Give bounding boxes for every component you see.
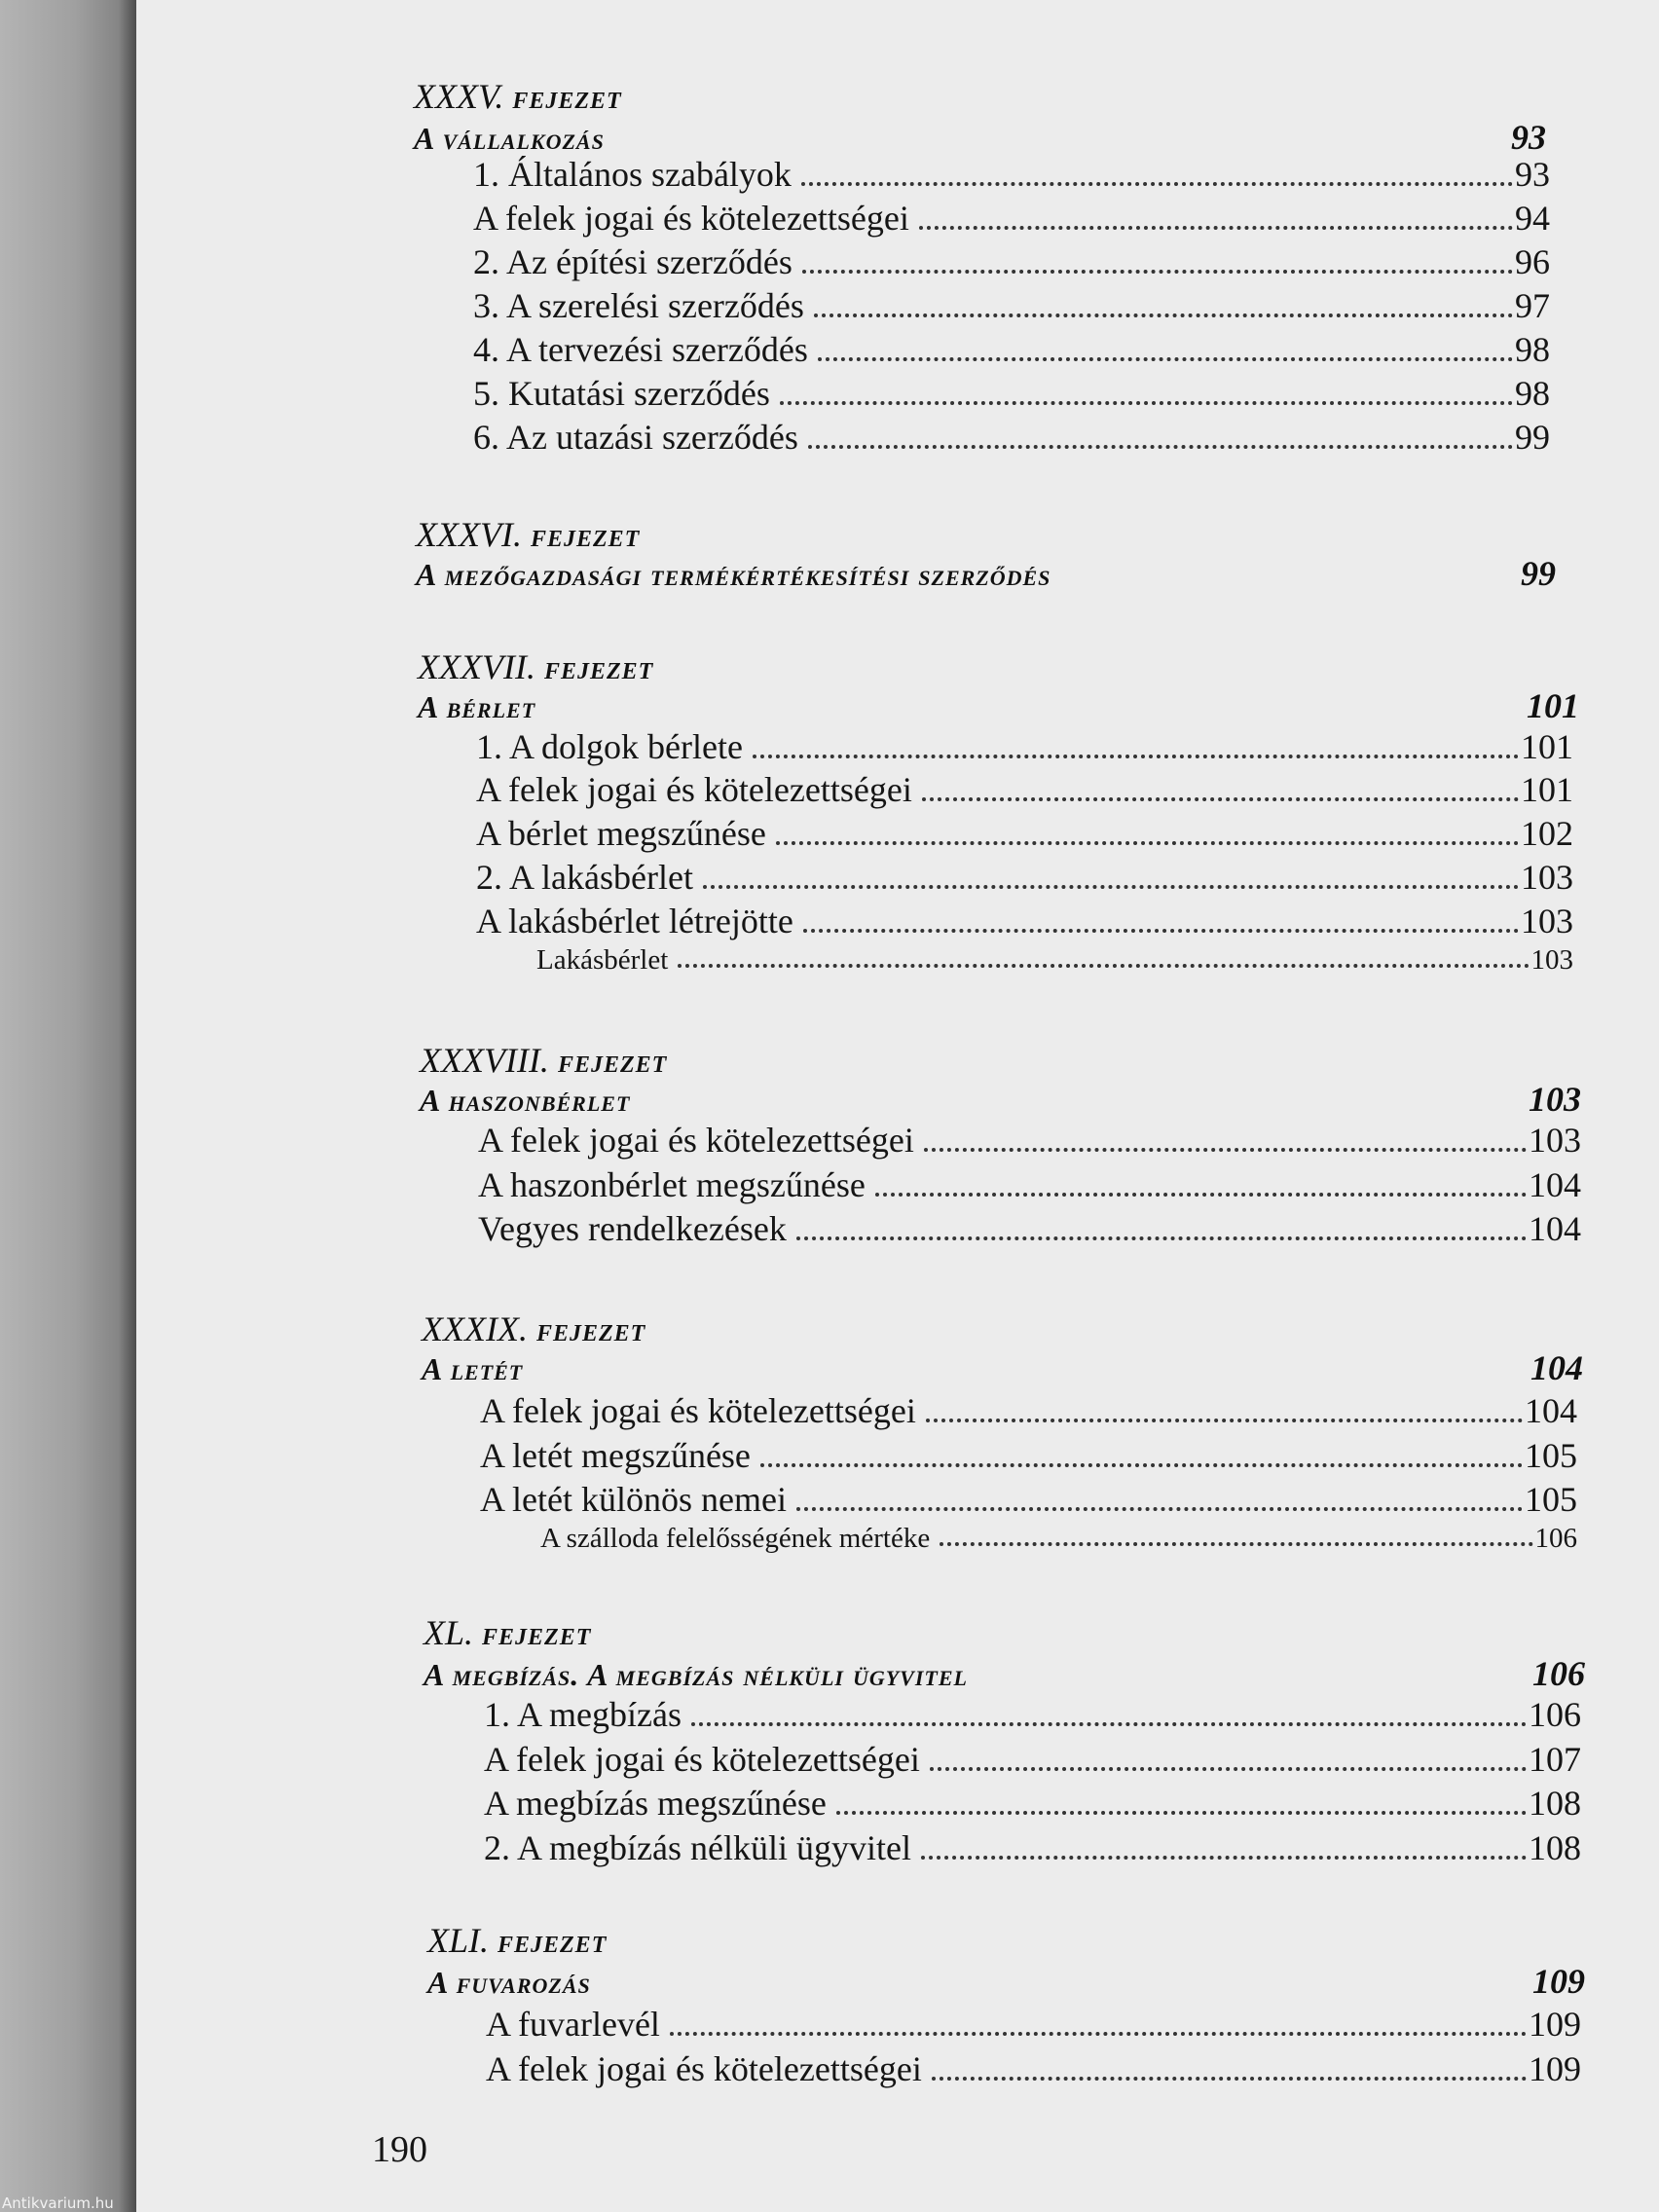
- chapter-title: A haszonbérlet: [420, 1083, 631, 1118]
- chapter-title: A mezőgazdasági termékértékesítési szerződés: [416, 557, 1051, 592]
- chapter-numeral: XXXVIII.: [420, 1041, 549, 1080]
- toc-entry[interactable]: [478, 1208, 1581, 1249]
- chapter-numeral: XXXIX.: [422, 1309, 528, 1348]
- dot-leader: [670, 2032, 1527, 2036]
- toc-entry-label: A bérlet megszűnése: [476, 814, 766, 853]
- dot-leader: [776, 841, 1519, 845]
- dot-leader: [836, 1811, 1527, 1815]
- toc-entry-label: 6. Az utazási szerződés: [473, 418, 798, 457]
- toc-entry[interactable]: [480, 1435, 1577, 1476]
- toc-entry[interactable]: [486, 2004, 1581, 2045]
- chapter-number: [420, 1040, 667, 1081]
- toc-entry-page: 109: [1529, 2005, 1581, 2044]
- toc-entry-label: Vegyes rendelkezések: [478, 1209, 787, 1248]
- toc-entry-label: A letét különös nemei: [480, 1480, 787, 1519]
- dot-leader: [780, 401, 1513, 405]
- toc-entry-label: A felek jogai és kötelezettségei: [476, 770, 912, 809]
- dot-leader: [919, 226, 1513, 230]
- chapter-number: [416, 514, 640, 555]
- toc-entry[interactable]: [480, 1479, 1577, 1520]
- toc-entry-label: A felek jogai és kötelezettségei: [484, 1740, 920, 1779]
- toc-entry-page: 101: [1521, 727, 1573, 766]
- chapter-numeral: XXXV.: [414, 77, 504, 116]
- dot-leader: [940, 1542, 1532, 1546]
- toc-entry-page: 104: [1529, 1165, 1581, 1204]
- toc-entry-page: 96: [1515, 242, 1550, 281]
- toc-entry[interactable]: [484, 1694, 1581, 1735]
- dot-leader: [922, 797, 1519, 801]
- chapter-page-number: 103: [1529, 1080, 1581, 1119]
- toc-entry[interactable]: [473, 198, 1550, 239]
- toc-entry-label: 2. A lakásbérlet: [476, 858, 693, 897]
- chapter-title: A vállalkozás: [414, 121, 605, 156]
- dot-leader: [808, 445, 1513, 449]
- toc-entry-page: 104: [1525, 1391, 1577, 1430]
- toc-entry-page: 104: [1529, 1209, 1581, 1248]
- chapter-title: A fuvarozás: [427, 1965, 591, 2000]
- watermark: Antikvarium.hu: [2, 2194, 114, 2212]
- dot-leader: [924, 1148, 1527, 1152]
- dot-leader: [814, 313, 1513, 317]
- toc-entry-label: 1. Általános szabályok: [473, 155, 792, 194]
- toc-entry-label: 1. A megbízás: [484, 1695, 682, 1734]
- toc-entry-page: 101: [1521, 770, 1573, 809]
- dot-leader: [796, 1236, 1527, 1240]
- chapter-label: fejezet: [535, 1312, 646, 1348]
- chapter-number: [414, 76, 622, 117]
- chapter-number: [422, 1309, 645, 1349]
- toc-entry-page: 98: [1515, 374, 1550, 413]
- toc-entry-label: 3. A szerelési szerződés: [473, 286, 804, 325]
- toc-entry[interactable]: [484, 1783, 1581, 1824]
- toc-entry-label: A felek jogai és kötelezettségei: [473, 199, 909, 238]
- toc-entry[interactable]: [484, 1739, 1581, 1780]
- toc-entry[interactable]: [484, 1827, 1581, 1868]
- toc-entry[interactable]: [473, 285, 1550, 326]
- toc-entry[interactable]: [476, 901, 1573, 941]
- toc-entry-label: A felek jogai és kötelezettségei: [486, 2049, 922, 2088]
- chapter-label: fejezet: [530, 518, 641, 554]
- toc-entry[interactable]: [486, 2048, 1581, 2089]
- toc-entry[interactable]: [473, 241, 1550, 282]
- toc-entry[interactable]: [476, 857, 1573, 898]
- toc-entry-page: 99: [1515, 418, 1550, 457]
- chapter-numeral: XLI.: [427, 1921, 489, 1960]
- dot-leader: [875, 1193, 1527, 1197]
- toc-entry[interactable]: [480, 1390, 1577, 1431]
- toc-entry-page: 105: [1525, 1436, 1577, 1475]
- dot-leader: [932, 2077, 1527, 2081]
- chapter-title: A bérlet: [418, 689, 536, 724]
- toc-entry-page: 108: [1529, 1784, 1581, 1823]
- toc-entry[interactable]: [473, 154, 1550, 195]
- toc-entry[interactable]: [476, 769, 1573, 810]
- toc-entry-page: 109: [1529, 2049, 1581, 2088]
- dot-leader: [691, 1722, 1527, 1726]
- toc-entry-page: 103: [1530, 944, 1573, 976]
- toc-entry[interactable]: [473, 329, 1550, 370]
- dot-leader: [801, 182, 1513, 186]
- toc-entry[interactable]: [473, 417, 1550, 458]
- toc-entry-page: 106: [1534, 1523, 1577, 1554]
- toc-entry-label: A lakásbérlet létrejötte: [476, 902, 793, 940]
- chapter-label: fejezet: [498, 1924, 608, 1960]
- toc-entry-label: A felek jogai és kötelezettségei: [478, 1121, 914, 1160]
- dot-leader: [921, 1856, 1527, 1860]
- chapter-label: fejezet: [482, 1616, 592, 1652]
- toc-entry-page: 105: [1525, 1480, 1577, 1519]
- toc-entry[interactable]: [473, 373, 1550, 414]
- dot-leader: [926, 1419, 1523, 1422]
- toc-entry-page: 103: [1521, 902, 1573, 940]
- chapter-numeral: XXXVI.: [416, 515, 522, 554]
- toc-entry[interactable]: [476, 726, 1573, 767]
- chapter-page-number: 93: [1511, 118, 1546, 157]
- chapter-numeral: XL.: [424, 1613, 474, 1652]
- chapter-title: A megbízás. A megbízás nélküli ügyvitel: [424, 1657, 968, 1692]
- toc-entry-page: 93: [1515, 155, 1550, 194]
- dot-leader: [930, 1767, 1527, 1771]
- toc-entry[interactable]: [478, 1164, 1581, 1205]
- dot-leader: [753, 755, 1519, 758]
- chapter-page-number: 106: [1532, 1654, 1585, 1693]
- toc-entry-label: A szálloda felelősségének mértéke: [540, 1523, 931, 1554]
- toc-entry-label: A megbízás megszűnése: [484, 1784, 827, 1823]
- toc-entry-label: Lakásbérlet: [536, 944, 669, 976]
- chapter-title: A letét: [422, 1351, 524, 1386]
- chapter-page-number: 99: [1521, 554, 1556, 593]
- toc-entry-label: 5. Kutatási szerződés: [473, 374, 770, 413]
- toc-entry-page: 102: [1521, 814, 1573, 853]
- toc-entry-label: A fuvarlevél: [486, 2005, 660, 2044]
- toc-entry-label: 2. Az építési szerződés: [473, 242, 793, 281]
- chapter-page-number: 104: [1530, 1348, 1583, 1387]
- toc-entry-page: 97: [1515, 286, 1550, 325]
- toc-entry[interactable]: [540, 1523, 1577, 1555]
- chapter-number: [424, 1612, 591, 1653]
- page-number: 190: [372, 2129, 427, 2170]
- toc-entry-page: 103: [1521, 858, 1573, 897]
- toc-entry-page: 98: [1515, 330, 1550, 369]
- toc-entry-page: 108: [1529, 1828, 1581, 1867]
- toc-entry-label: 4. A tervezési szerződés: [473, 330, 808, 369]
- chapter-page-number: 101: [1527, 686, 1579, 725]
- toc-entry[interactable]: [478, 1120, 1581, 1161]
- dot-leader: [760, 1463, 1523, 1467]
- chapter-label: fejezet: [557, 1044, 668, 1080]
- toc-entry[interactable]: [536, 944, 1573, 977]
- toc-entry-page: 107: [1529, 1740, 1581, 1779]
- dot-leader: [818, 357, 1513, 361]
- chapter-label: fejezet: [543, 650, 654, 686]
- toc-entry-page: 106: [1529, 1695, 1581, 1734]
- toc-entry-label: 2. A megbízás nélküli ügyvitel: [484, 1828, 911, 1867]
- toc-entry[interactable]: [476, 813, 1573, 854]
- chapter-numeral: XXXVII.: [418, 647, 535, 686]
- chapter-page-number: 109: [1532, 1962, 1585, 2001]
- dot-leader: [678, 964, 1529, 968]
- dot-leader: [802, 270, 1513, 274]
- toc-entry-label: A felek jogai és kötelezettségei: [480, 1391, 916, 1430]
- dot-leader: [703, 885, 1519, 889]
- toc-entry-label: 1. A dolgok bérlete: [476, 727, 743, 766]
- toc-entry-label: A letét megszűnése: [480, 1436, 751, 1475]
- chapter-number: [427, 1920, 607, 1961]
- dot-leader: [803, 929, 1519, 933]
- toc-entry-page: 103: [1529, 1121, 1581, 1160]
- chapter-label: fejezet: [512, 80, 622, 116]
- toc-entry-label: A haszonbérlet megszűnése: [478, 1165, 866, 1204]
- dot-leader: [796, 1507, 1523, 1511]
- toc-entry-page: 94: [1515, 199, 1550, 238]
- chapter-number: [418, 646, 653, 687]
